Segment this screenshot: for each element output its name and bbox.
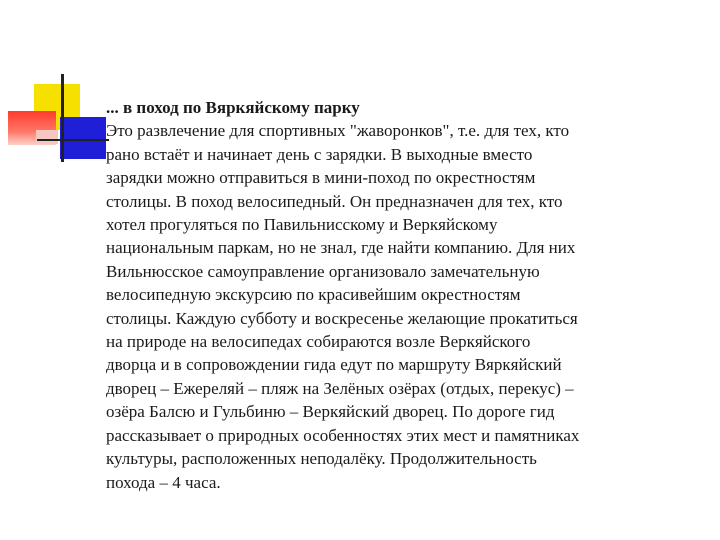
decorative-horizontal-line	[37, 139, 109, 141]
decorative-vertical-line	[61, 74, 64, 162]
decorative-pink-overlap	[36, 130, 58, 144]
decorative-blue-square	[60, 117, 106, 159]
slide-body-text: Это развлечение для спортивных "жаворонков", т.е. для тех, кто рано встаёт и начинает день с зарядки. В выходные вместо зарядки можно отправиться в мини-поход по окрестностям столицы. В поход велосипедный. Он предназначен для тех, кто хотел прогуляться по Павильнисскому и Веркяйскому национальным паркам, но не знал, где найти компанию. Для них Вильнюсское самоуправление организовало замечательную велосипедную экскурсию по красивейшим окрестностям столицы. Каждую субботу и воскресенье желающие прокатиться на природе на велосипедах собираются возле Веркяйского дворца и в сопровождении гида едут по маршруту Вяркяйский дворец – Ежереляй – пляж на Зелёных озёрах (отдых, перекус) – озёра Балсю и Гульбиню – Веркяйский дворец. По дороге гид рассказывает о природных особенностях этих мест и памятниках культуры, расположенных неподалёку. Продолжительность похода – 4 часа.	[106, 121, 580, 492]
slide-content	[106, 96, 686, 494]
slide-heading: ... в поход по Вяркяйскому парку	[106, 98, 360, 117]
